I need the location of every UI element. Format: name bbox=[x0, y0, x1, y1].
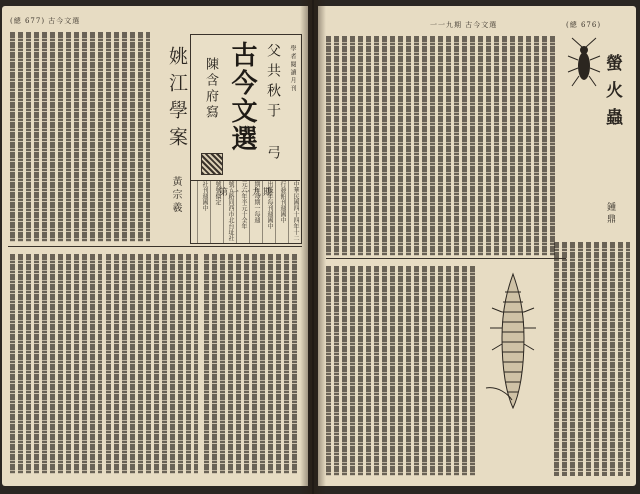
pub-info-cell: 中華民國四十四年十二 bbox=[288, 181, 301, 243]
right-article-author: 鍾鼎 bbox=[605, 202, 615, 226]
binding-gutter bbox=[300, 0, 326, 494]
left-article-title: 姚江學案 bbox=[166, 46, 188, 154]
pub-info-cell: 期年每期一每週 bbox=[249, 181, 262, 243]
masthead-calligraphy: 父共秋于 弓 bbox=[265, 43, 281, 165]
right-article-title: 螢火蟲 bbox=[602, 54, 622, 135]
left-bottom-text-block-1 bbox=[10, 254, 102, 474]
pub-info-cell: 出版年每刊週國中 bbox=[262, 181, 275, 243]
masthead-side-label: 學者閱讀月刊 bbox=[289, 45, 296, 93]
right-top-text-block bbox=[326, 36, 556, 256]
left-divider-rule bbox=[8, 246, 302, 247]
left-bottom-text-block-2 bbox=[106, 254, 198, 474]
firefly-adult-icon bbox=[564, 36, 604, 92]
pub-info-cell: 號號價定 bbox=[210, 181, 223, 243]
masthead-title: 古今文選 bbox=[227, 41, 257, 153]
pub-info-cell: 社刊週國中 bbox=[197, 181, 210, 243]
left-article-author: 黃宗羲 bbox=[170, 176, 181, 215]
right-running-header: 一一九期 古今文選 bbox=[430, 21, 498, 29]
left-page bbox=[2, 6, 308, 486]
pub-info-cell: 號五路同西市北台址社 bbox=[223, 181, 236, 243]
right-page bbox=[318, 6, 636, 486]
left-top-text-block bbox=[10, 32, 150, 242]
left-bottom-text-block-3 bbox=[204, 254, 300, 474]
pub-info-cell: 行發館刊週國中 bbox=[275, 181, 288, 243]
publication-info-table bbox=[190, 180, 300, 243]
right-bottom-text-block-2 bbox=[554, 242, 630, 476]
right-bottom-text-block-1 bbox=[326, 266, 476, 476]
left-running-header: (總 677) 古今文選 bbox=[10, 17, 81, 25]
firefly-larva-icon bbox=[478, 268, 548, 418]
right-page-number: (總 676) bbox=[566, 21, 602, 29]
right-divider-rule bbox=[326, 258, 566, 259]
masthead-issue-label: 第一一九期 bbox=[219, 188, 275, 198]
masthead-signature: 陳含府寫 bbox=[203, 57, 218, 121]
masthead-seal bbox=[201, 153, 223, 175]
pub-info-cell: 元六年半元十全年 bbox=[236, 181, 249, 243]
